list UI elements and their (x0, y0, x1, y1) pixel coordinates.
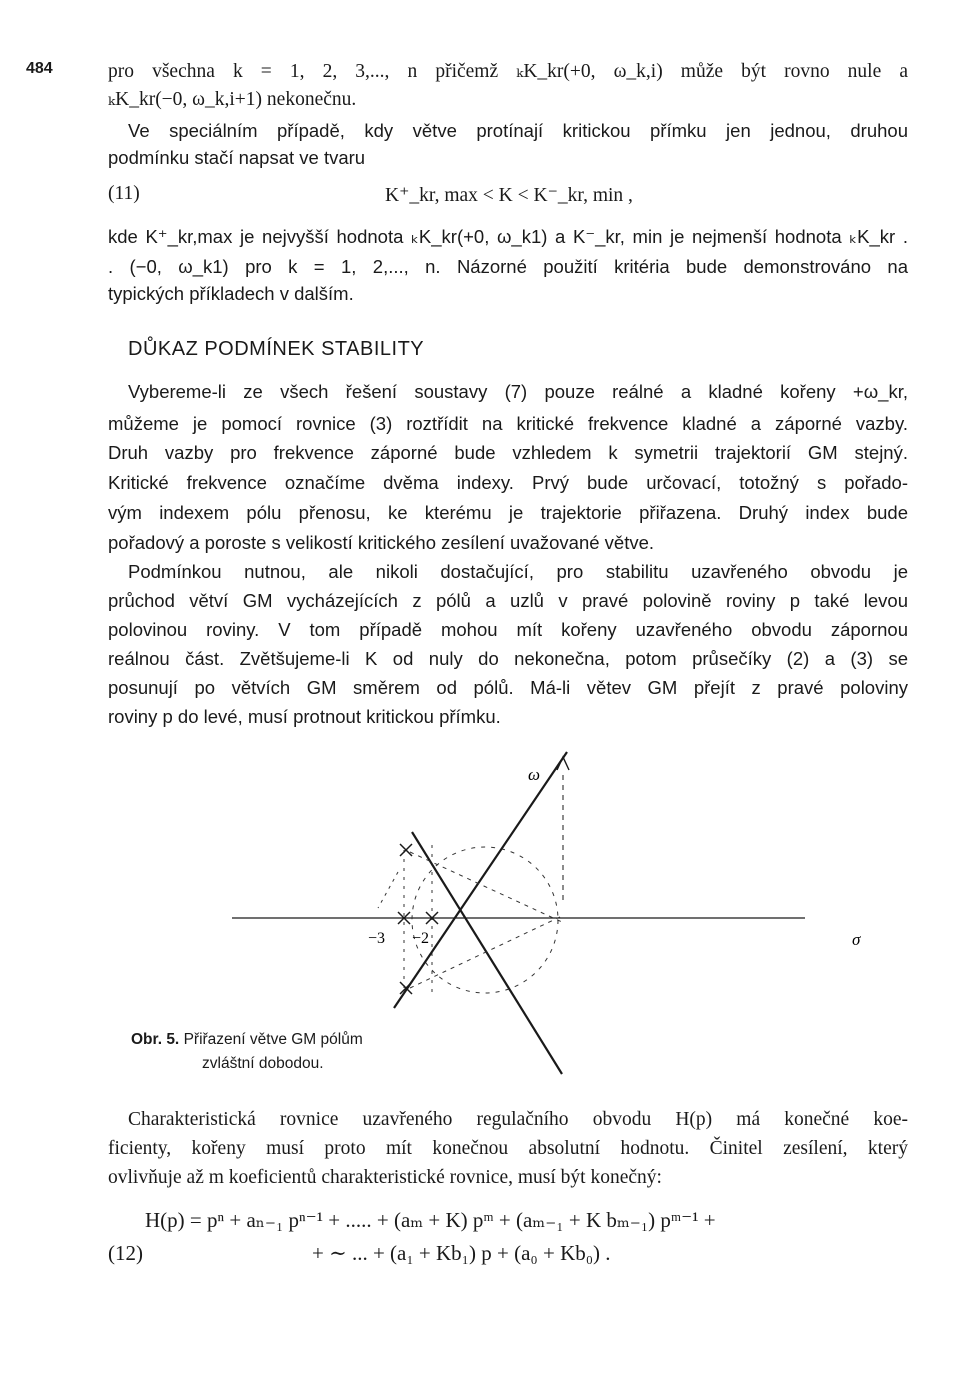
text-line: pořadový a poroste s velikostí kritického zesílení uvažované větve. (108, 532, 655, 553)
text-line: Kritické frekvence označíme dvěma indexy. Prvý bude určovací, totožný s pořado- (108, 472, 908, 493)
text-line: polovinou roviny. V tom případě mohou mít kořeny uzavřeného obvodu zápornou (108, 619, 908, 640)
sigma-label: σ (852, 930, 861, 949)
text-line: ovlivňuje až m koeficientů charakteristické rovnice, musí být konečný: (108, 1167, 662, 1188)
text-line: posunují po větvích GM směrem od pólů. Má-li větev GM přejít z pravé poloviny (108, 677, 908, 698)
text-line: typických příkladech v dalším. (108, 283, 354, 304)
text-line: vým indexem pólu přenosu, ke kterému je trajektorie přiřazena. Druhý index bude (108, 502, 908, 523)
text-line: podmínku stačí napsat ve tvaru (108, 147, 366, 168)
branch-line (412, 832, 562, 1074)
page-number: 484 (26, 60, 53, 77)
pole-marker (400, 844, 412, 856)
text-line: reálnou část. Zvětšujeme-li K od nuly do nekonečna, potom průsečíky (2) a (3) se (108, 648, 908, 669)
text-line: Druh vazby pro frekvence záporné bude vzhledem k symetrii trajektorií GM stejný. (108, 442, 908, 463)
branch-line (394, 752, 567, 1008)
equation-11: K⁺_kr, max < K < K⁻_kr, min , (385, 185, 633, 206)
text-line: Charakteristická rovnice uzavřeného regulačního obvodu H(p) má konečné koe- (128, 1109, 908, 1130)
text-line: ficienty, kořeny musí proto mít konečnou absolutní hodnotu. Činitel zesílení, který (108, 1138, 908, 1159)
equation-number: (12) (108, 1241, 143, 1265)
equation-number: (11) (108, 183, 140, 204)
text-line: kde K⁺_kr,max je nejvyšší hodnota ₖK_kr(+0, ω_k1) a K⁻_kr, min je nejmenší hodnota ₖK_kr . (108, 226, 908, 247)
tick-label-minus-2: −2 (412, 930, 430, 947)
text-line: . (−0, ω_k1) pro k = 1, 2,..., n. Názorné použití kritéria bude demonstrováno na (108, 256, 908, 277)
text-line: Ve speciálním případě, kdy větve protínají kritickou přímku jen jednou, druhou (128, 120, 908, 141)
tick-label-minus-3: −3 (368, 930, 386, 947)
section-heading: DŮKAZ PODMÍNEK STABILITY (128, 338, 425, 360)
text-line: průchod větví GM vycházejících z pólů a uzlů v pravé polovině roviny p také levou (108, 590, 908, 611)
equation-12-line-2: + ∼ ... + (a₁ + Kb₁) p + (a₀ + Kb₀) . (312, 1241, 611, 1265)
dashed-ray (378, 872, 398, 908)
caption-line: zvláštní dobodou. (202, 1055, 324, 1072)
text-line: Podmínkou nutnou, ale nikoli dostačující, pro stabilitu uzavřeného obvodu je (128, 561, 908, 582)
text-line: roviny p do levé, musí protnout kritickou přímku. (108, 706, 501, 727)
text-line: pro všechna k = 1, 2, 3,..., n přičemž ₖK_kr(+0, ω_k,i) může být rovno nule a (108, 61, 908, 82)
text-line: můžeme je pomocí rovnice (3) roztřídit na kritické frekvence kladné a záporné vazby. (108, 413, 908, 434)
figure-caption (131, 1028, 363, 1076)
caption-line: Přiřazení větve GM pólům (183, 1031, 363, 1048)
dashed-ray (410, 852, 562, 922)
text-line: ₖK_kr(−0, ω_k,i+1) nekonečnu. (108, 89, 357, 110)
caption-label: Obr. 5. (131, 1031, 180, 1048)
text-line: Vybereme-li ze všech řešení soustavy (7) pouze reálné a kladné kořeny +ω_kr, (128, 381, 908, 402)
equation-12-line-1: H(p) = pⁿ + aₙ₋₁ pⁿ⁻¹ + ..... + (aₘ + K) pᵐ + (aₘ₋₁ + K bₘ₋₁) pᵐ⁻¹ + (145, 1208, 716, 1232)
omega-label: ω (528, 765, 541, 784)
